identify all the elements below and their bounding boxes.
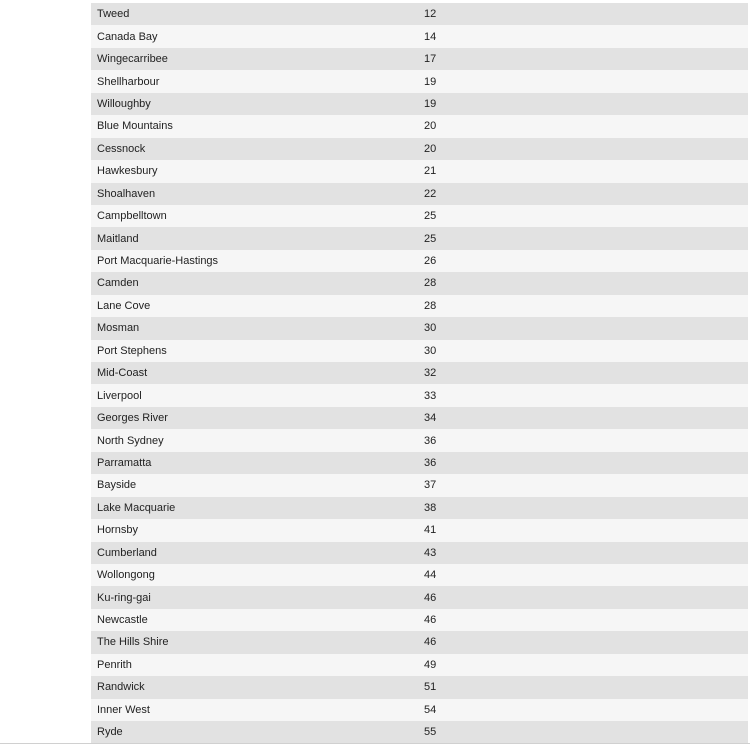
- value-cell: 41: [424, 524, 437, 537]
- value-cell: 20: [424, 142, 437, 155]
- table-row: [91, 721, 748, 743]
- value-cell: 51: [424, 681, 437, 694]
- value-cell: 26: [424, 255, 437, 268]
- lga-name-cell: Camden: [97, 277, 139, 290]
- data-table: [91, 3, 748, 743]
- lga-name-cell: Shellharbour: [97, 75, 160, 88]
- table-row: [91, 631, 748, 653]
- lga-name-cell: Penrith: [97, 658, 132, 671]
- value-cell: 21: [424, 165, 437, 178]
- lga-name-cell: Ryde: [97, 726, 123, 739]
- table-row: [91, 519, 748, 541]
- lga-name-cell: Cessnock: [97, 142, 146, 155]
- value-cell: 30: [424, 344, 437, 357]
- value-cell: 46: [424, 636, 437, 649]
- table-row: [91, 250, 748, 272]
- bottom-divider: [0, 743, 750, 744]
- table-row: [91, 317, 748, 339]
- table-row: [91, 227, 748, 249]
- value-cell: 46: [424, 614, 437, 627]
- table-row: [91, 654, 748, 676]
- table-row: [91, 362, 748, 384]
- lga-name-cell: Bayside: [97, 479, 137, 492]
- table-row: [91, 474, 748, 496]
- lga-name-cell: Wollongong: [97, 569, 155, 582]
- value-cell: 38: [424, 501, 437, 514]
- lga-name-cell: Campbelltown: [97, 210, 167, 223]
- table-row: [91, 138, 748, 160]
- lga-name-cell: Blue Mountains: [97, 120, 173, 133]
- value-cell: 55: [424, 726, 437, 739]
- value-cell: 32: [424, 367, 437, 380]
- table-row: [91, 407, 748, 429]
- table-row: [91, 542, 748, 564]
- lga-name-cell: Liverpool: [97, 389, 142, 402]
- table-row: [91, 609, 748, 631]
- table-row: [91, 160, 748, 182]
- table-row: [91, 384, 748, 406]
- value-cell: 49: [424, 658, 437, 671]
- lga-name-cell: Ku-ring-gai: [97, 591, 151, 604]
- lga-name-cell: Tweed: [97, 8, 130, 21]
- table-row: [91, 70, 748, 92]
- table-row: [91, 429, 748, 451]
- value-cell: 22: [424, 187, 437, 200]
- table-row: [91, 586, 748, 608]
- table-row: [91, 340, 748, 362]
- lga-name-cell: The Hills Shire: [97, 636, 169, 649]
- value-cell: 34: [424, 412, 437, 425]
- value-cell: 25: [424, 232, 437, 245]
- table-row: [91, 183, 748, 205]
- value-cell: 36: [424, 434, 437, 447]
- table-row: [91, 272, 748, 294]
- value-cell: 28: [424, 299, 437, 312]
- value-cell: 30: [424, 322, 437, 335]
- value-cell: 19: [424, 97, 437, 110]
- table-row: [91, 295, 748, 317]
- value-cell: 12: [424, 8, 437, 21]
- table-row: [91, 93, 748, 115]
- lga-name-cell: Lane Cove: [97, 299, 151, 312]
- value-cell: 54: [424, 703, 437, 716]
- value-cell: 19: [424, 75, 437, 88]
- lga-name-cell: Canada Bay: [97, 30, 158, 43]
- lga-name-cell: Hornsby: [97, 524, 138, 537]
- lga-name-cell: Newcastle: [97, 614, 148, 627]
- table-row: [91, 699, 748, 721]
- lga-name-cell: Parramatta: [97, 456, 152, 469]
- table-row: [91, 564, 748, 586]
- value-cell: 20: [424, 120, 437, 133]
- table-row: [91, 452, 748, 474]
- table-row: [91, 497, 748, 519]
- value-cell: 43: [424, 546, 437, 559]
- lga-name-cell: Maitland: [97, 232, 139, 245]
- table-row: [91, 25, 748, 47]
- value-cell: 46: [424, 591, 437, 604]
- lga-name-cell: Port Stephens: [97, 344, 167, 357]
- table-row: [91, 48, 748, 70]
- lga-name-cell: Cumberland: [97, 546, 157, 559]
- value-cell: 44: [424, 569, 437, 582]
- lga-name-cell: Shoalhaven: [97, 187, 156, 200]
- lga-name-cell: Port Macquarie-Hastings: [97, 255, 219, 268]
- lga-name-cell: Lake Macquarie: [97, 501, 176, 514]
- lga-name-cell: Inner West: [97, 703, 150, 716]
- lga-name-cell: Wingecarribee: [97, 53, 168, 66]
- lga-name-cell: North Sydney: [97, 434, 164, 447]
- table-row: [91, 3, 748, 25]
- lga-name-cell: Georges River: [97, 412, 168, 425]
- value-cell: 28: [424, 277, 437, 290]
- value-cell: 25: [424, 210, 437, 223]
- value-cell: 37: [424, 479, 437, 492]
- lga-name-cell: Mid-Coast: [97, 367, 148, 380]
- value-cell: 33: [424, 389, 437, 402]
- table-row: [91, 115, 748, 137]
- table-row: [91, 205, 748, 227]
- value-cell: 14: [424, 30, 437, 43]
- lga-name-cell: Willoughby: [97, 97, 151, 110]
- table-row: [91, 676, 748, 698]
- lga-name-cell: Randwick: [97, 681, 145, 694]
- lga-name-cell: Hawkesbury: [97, 165, 158, 178]
- value-cell: 17: [424, 53, 437, 66]
- lga-name-cell: Mosman: [97, 322, 140, 335]
- value-cell: 36: [424, 456, 437, 469]
